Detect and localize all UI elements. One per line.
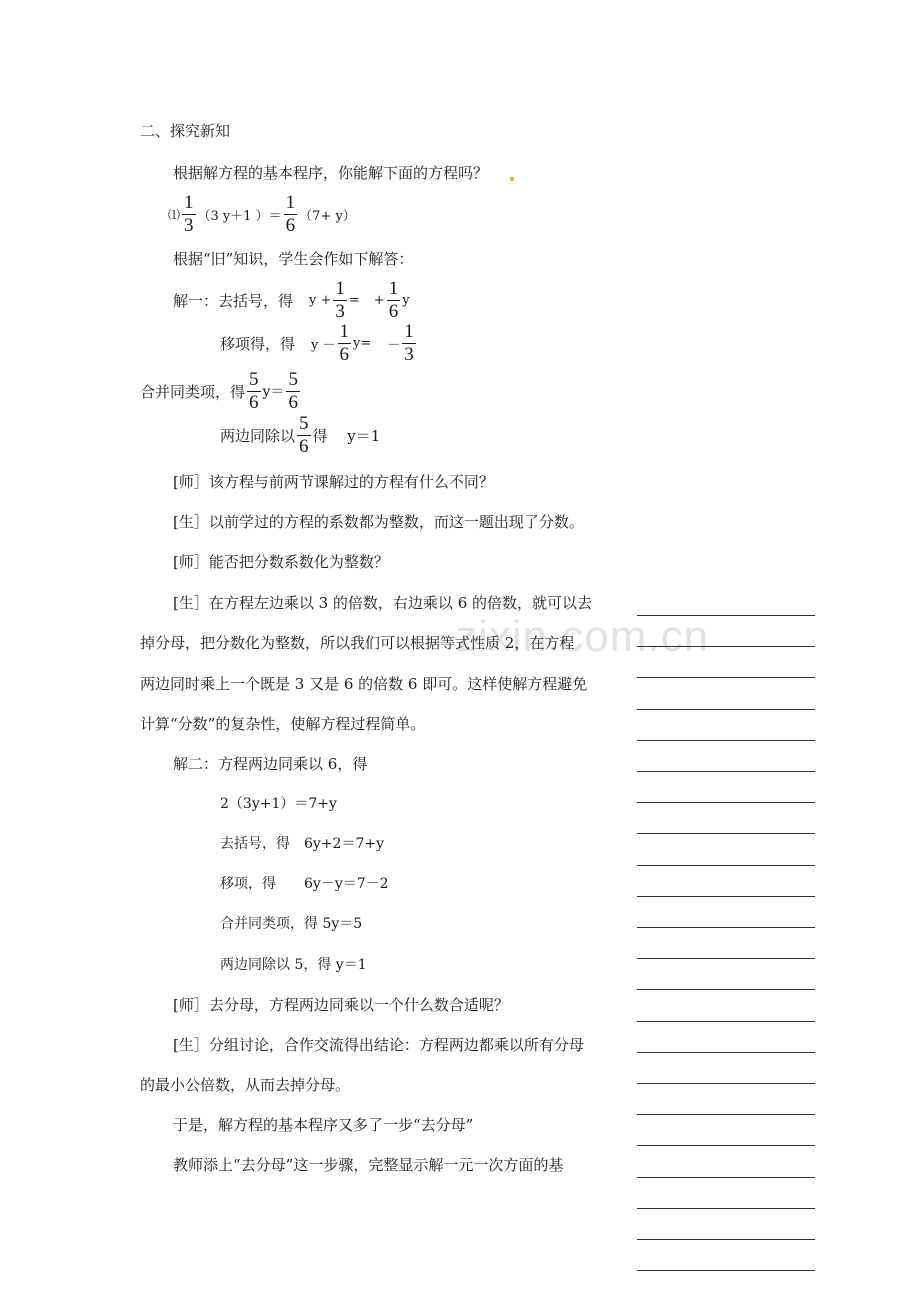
solution2-step: 去括号，得 6y+2＝7+y [220, 836, 385, 852]
solution2-title: 解二：方程两边同乘以 6，得 [173, 755, 368, 773]
solution1-step1-y: y + [309, 292, 332, 308]
equation-middle: （3 y＋1 ）＝ [197, 208, 282, 224]
note-line [637, 677, 815, 678]
equation-tail: （7+ y） [299, 208, 356, 224]
solution1-step2-equals: y= [353, 335, 372, 351]
answer-line: 两边同时乘上一个既是 3 又是 6 的倍数 6 即可。这样使解方程避免 [140, 675, 588, 693]
section-title: 二、探究新知 [140, 122, 231, 140]
solution1-step3-label: 合并同类项，得 [140, 382, 246, 401]
solution1-step2-y: y － [311, 337, 336, 353]
note-line [637, 1114, 815, 1115]
note-line [637, 896, 815, 897]
equation-fraction-2: $\frac{1}{6}$ [285, 192, 296, 236]
dialogue-line: [生］以前学过的方程的系数都为整数，而这一题出现了分数。 [173, 513, 584, 531]
note-line [637, 1052, 815, 1053]
solution1-step3 [140, 370, 302, 413]
marker-dot [510, 177, 514, 181]
answer-line: [生］在方程左边乘以 3 的倍数，右边乘以 6 的倍数，就可以去 [173, 594, 593, 612]
answer-line: 计算“分数”的复杂性，使解方程过程简单。 [140, 715, 426, 733]
note-line [637, 740, 815, 741]
solution1-step1 [173, 279, 410, 322]
solution1-step2 [220, 322, 418, 365]
solution1-step1-label: 解一：去括号，得 [173, 291, 294, 310]
note-line [637, 1083, 815, 1084]
watermark: zixin.com.cn [455, 612, 710, 661]
solution1-step3-fraction: $\frac{5}{6}$ [249, 369, 259, 413]
note-line [637, 615, 815, 616]
solution1-step3-equals: y＝ [262, 384, 285, 401]
equation-fraction-1: $\frac{1}{3}$ [184, 192, 194, 236]
solution1-step1-equals: = [348, 292, 360, 308]
solution2-step: 合并同类项，得 5y＝5 [220, 916, 363, 932]
dialogue2-line: [师］去分母，方程两边同乘以一个什么数合适呢？ [173, 996, 509, 1014]
equation-label: ⑴ [168, 207, 181, 222]
note-line [637, 1270, 815, 1271]
note-line [637, 802, 815, 803]
note-line [637, 958, 815, 959]
solution1-step4-fraction: $\frac{5}{6}$ [299, 413, 309, 457]
note-line [637, 833, 815, 834]
solution2-step: 两边同除以 5，得 y＝1 [220, 957, 367, 973]
note-line [637, 1208, 815, 1209]
solution1-step4-label: 两边同除以 [220, 426, 296, 445]
equation-1 [168, 193, 356, 236]
solution2-step: 2（3y+1）＝7+y [220, 796, 337, 812]
solution2-step: 移项，得 6y－y＝7－2 [220, 876, 389, 892]
dialogue-line: [师］该方程与前两节课解过的方程有什么不同？ [173, 473, 494, 491]
solution1-step1-fraction: $\frac{1}{3}$ [335, 278, 345, 322]
solution1-step2-minus: － [387, 337, 401, 353]
note-line [637, 1145, 815, 1146]
dialogue2-line: [生］分组讨论，合作交流得出结论：方程两边都乘以所有分母 [173, 1036, 584, 1054]
note-line [637, 865, 815, 866]
solution1-step2-label: 移项得，得 [220, 334, 296, 353]
note-line [637, 927, 815, 928]
solution1-step4 [220, 414, 380, 457]
solution1-step2-fraction-2: $\frac{1}{3}$ [404, 321, 414, 365]
solution1-step3-fraction-2: $\frac{5}{6}$ [288, 369, 298, 413]
note-line [637, 771, 815, 772]
note-line [637, 1021, 815, 1022]
solution1-step1-plus: + [373, 292, 385, 308]
note-line [637, 1177, 815, 1178]
answer-line: 掉分母，把分数化为整数，所以我们可以根据等式性质 2，在方程 [140, 634, 575, 652]
solution1-step1-y2: y [402, 292, 410, 308]
note-line [637, 709, 815, 710]
note-line [637, 646, 815, 647]
old-method-intro: 根据“旧”知识，学生会作如下解答： [173, 250, 414, 268]
dialogue2-line: 的最小公倍数，从而去掉分母。 [140, 1076, 351, 1094]
dialogue2-line: 于是，解方程的基本程序又多了一步“去分母” [173, 1116, 474, 1134]
dialogue2-line: 教师添上“去分母”这一步骤，完整显示解一元一次方面的基 [173, 1156, 564, 1174]
solution1-step1-fraction-2: $\frac{1}{6}$ [388, 278, 399, 322]
solution1-step4-tail: 得 y＝1 [312, 426, 381, 445]
solution1-step2-fraction: $\frac{1}{6}$ [339, 321, 349, 365]
dialogue-line: [师］能否把分数系数化为整数？ [173, 553, 389, 571]
note-line [637, 1239, 815, 1240]
intro-text: 根据解方程的基本程序，你能解下面的方程吗？ [173, 164, 489, 182]
note-line [637, 989, 815, 990]
